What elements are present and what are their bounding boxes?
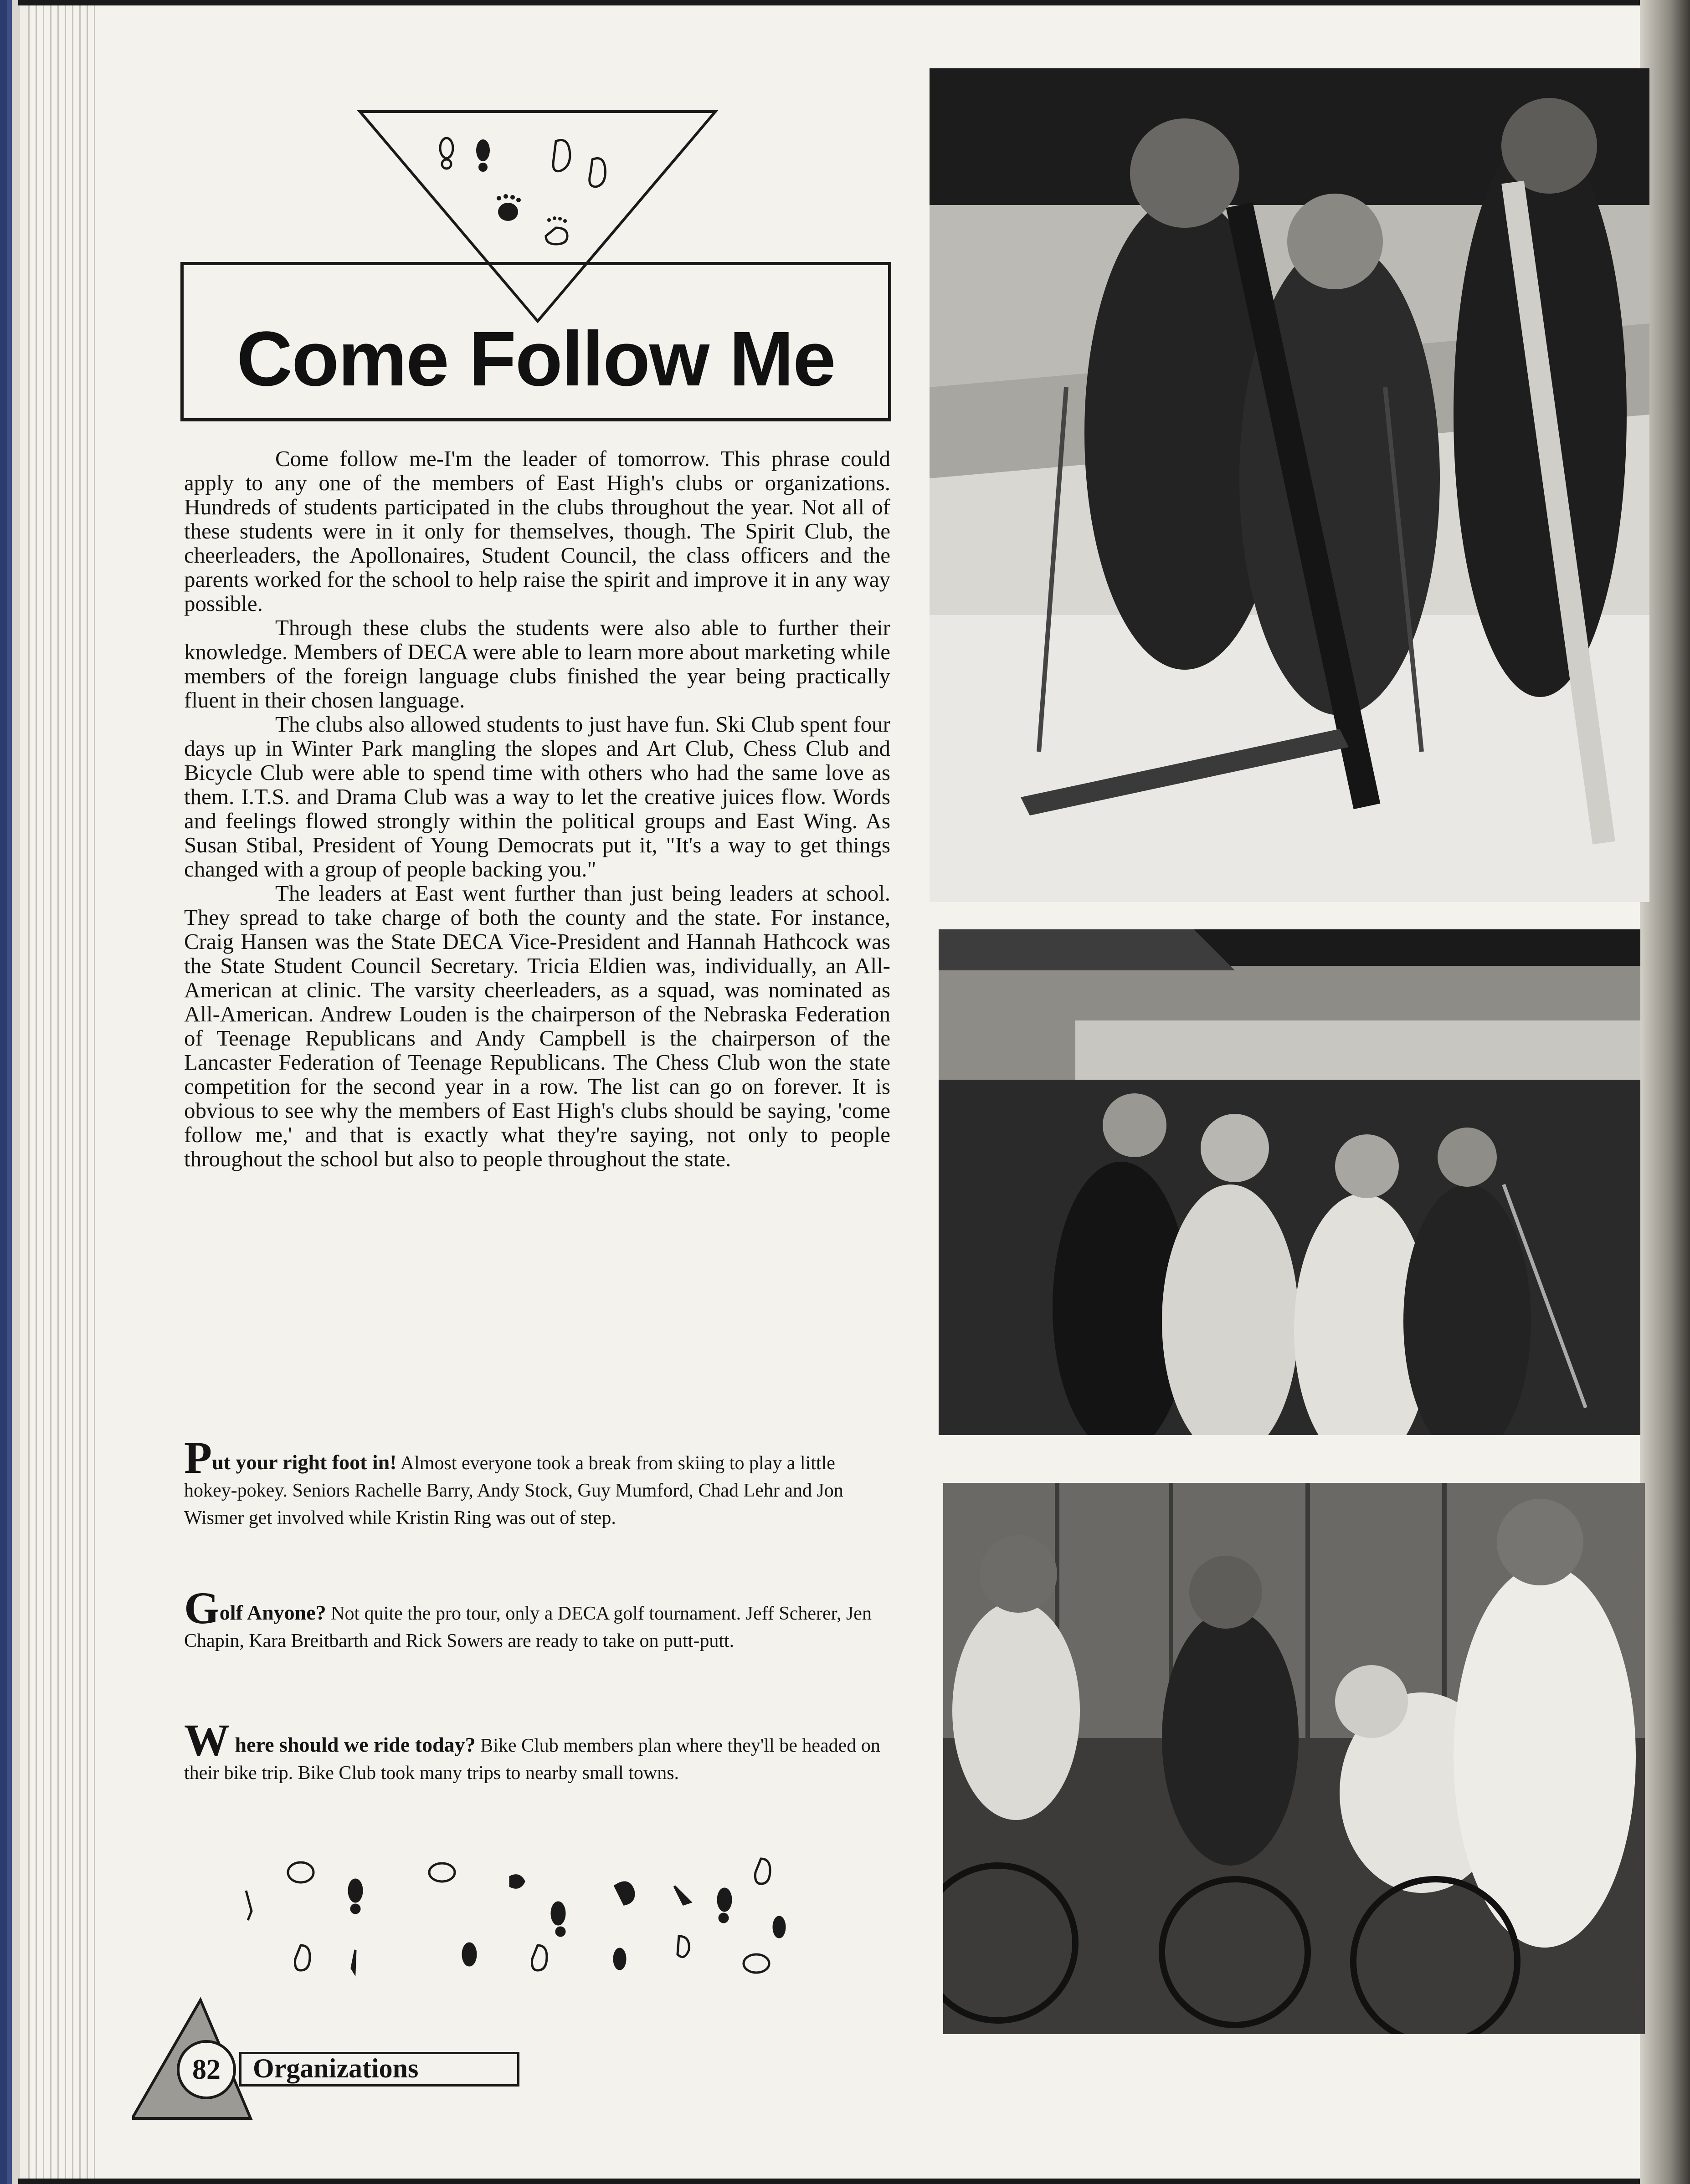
paragraph: The clubs also allowed students to just have fun. Ski Club spent four days up in Winter Park mangling the slopes and Art Club, Chess Club and Bicycle Club were able to spend time with others who had the same love as them. I.T.S. and Drama Club was a way to let the creative juices flow. Words and feelings flowed strongly within the political groups and East Wing. As Susan Stibal, President of Young Democrats put it, "It's a way to get things changed with a group of people backing you." xyxy=(184,712,890,882)
bike-club-photo xyxy=(943,1483,1645,2034)
caption-golf xyxy=(184,1583,890,1655)
page-edges xyxy=(28,0,97,2184)
caption-dropcap: P xyxy=(184,1432,212,1483)
caption-lead: olf Anyone? xyxy=(219,1601,326,1624)
caption-dropcap: W xyxy=(184,1715,230,1765)
caption-text: Not quite the pro tour, only a DECA golf tournament. Jeff Scherer, Jen Chapin, Kara Breitbarth and Rick Sowers are ready to take on putt-putt. xyxy=(184,1603,872,1651)
caption-lead: ut your right foot in! xyxy=(212,1451,397,1474)
paragraph: Come follow me-I'm the leader of tomorrow. This phrase could apply to any one of the members of East High's clubs or organizations. Hundreds of students participated in the clubs throughout the year. Not all of these students were in it only for themselves, though. The Spirit Club, the cheerleaders, the Apollonaires, Student Council, the class officers and the parents worked for the school to help raise the spirit and improve it in any way possible. xyxy=(184,446,890,616)
caption-lead: here should we ride today? xyxy=(230,1733,476,1756)
page-number: 82 xyxy=(177,2040,236,2099)
page-title: Come Follow Me xyxy=(236,316,835,402)
caption-bike-club xyxy=(184,1715,890,1787)
ski-club-photo xyxy=(930,68,1649,902)
bottom-border xyxy=(18,2179,1690,2184)
caption-text: Almost everyone took a break from skiing to play a little hokey-pokey. Seniors Rachelle Barry, Andy Stock, Guy Mumford, Chad Lehr and Jon Wismer get involved while Kristin Ring was out of step. xyxy=(184,1453,843,1528)
paragraph: The leaders at East went further than just being leaders at school. They spread to take charge of both the county and the state. For instance, Craig Hansen was the State DECA Vice-President and Hannah Hathcock was the State Student Council Secretary. Tricia Eldien was, individually, an All-American at clinic. The varsity cheerleaders, as a squad, was nominated as All-American. Andrew Louden is the chairperson of the Nebraska Federation of Teenage Republicans and Andy Campbell is the chairperson of the Lancaster Federation of Teenage Republicans. The Chess Club won the state competition for the second year in a row. The list can go on forever. It is obvious to see why the members of East High's clubs should be saying, 'come follow me,' and that is exactly what they're saying, not only to people throughout the school but also to people throughout the state. xyxy=(184,881,890,1171)
section-label: Organizations xyxy=(253,2053,419,2083)
top-border xyxy=(18,0,1690,5)
book-binding xyxy=(0,0,28,2184)
paragraph: Through these clubs the students were also able to further their knowledge. Members of DECA were able to learn more about marketing while members of the foreign language clubs finished the year being practically fluent in their chosen language. xyxy=(184,615,890,713)
caption-dropcap: G xyxy=(184,1583,220,1633)
scattered-footprints-icon xyxy=(219,1854,893,1991)
caption-text: Bike Club members plan where they'll be headed on their bike trip. Bike Club took many trips to nearby small towns. xyxy=(184,1735,880,1784)
golf-photo xyxy=(939,929,1640,1435)
article-body xyxy=(184,446,890,1171)
caption-ski-club xyxy=(184,1432,890,1532)
